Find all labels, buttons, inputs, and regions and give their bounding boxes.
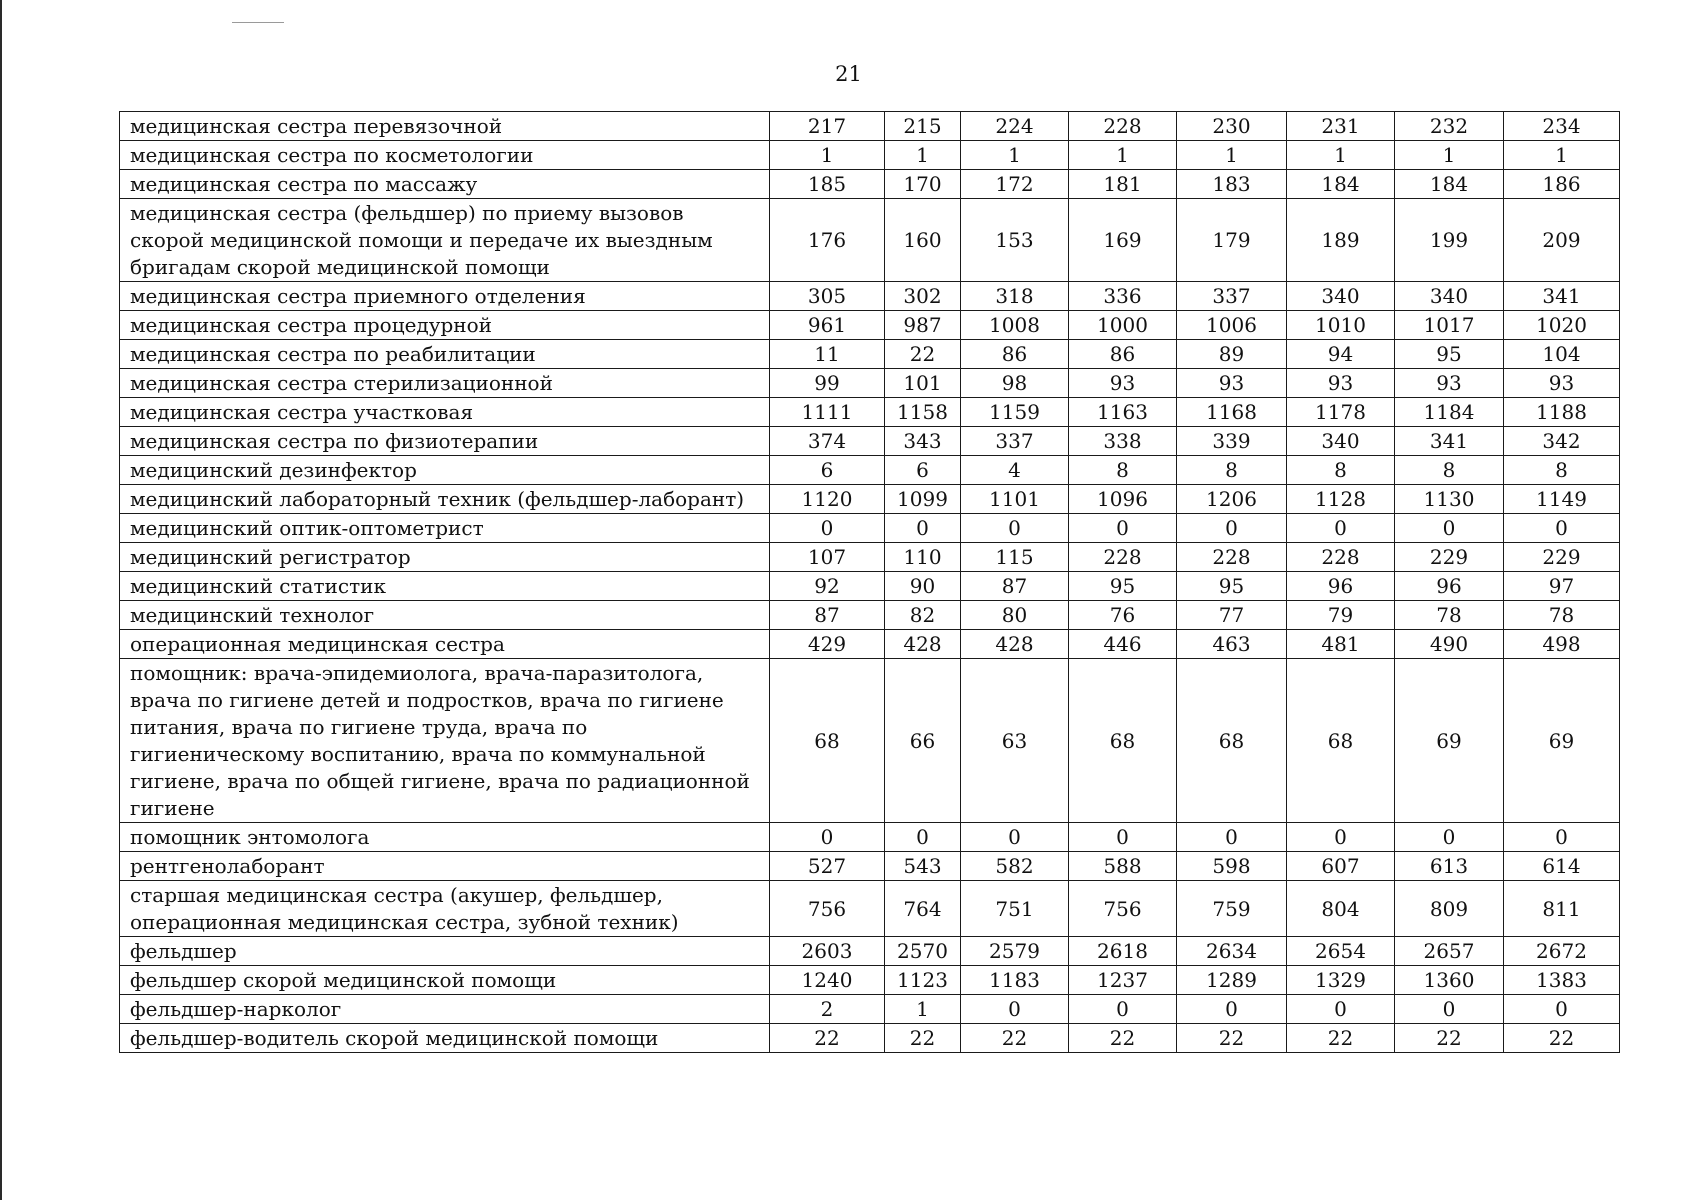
table-row <box>120 141 1620 170</box>
value-cell: 1010 <box>1287 311 1395 340</box>
value-cell: 1 <box>770 141 885 170</box>
value-cell: 0 <box>1069 823 1177 852</box>
value-cell: 1289 <box>1177 966 1287 995</box>
position-name-cell: медицинская сестра приемного отделения <box>120 282 770 311</box>
value-cell: 110 <box>885 543 961 572</box>
value-cell: 446 <box>1069 630 1177 659</box>
value-cell: 1 <box>885 141 961 170</box>
value-cell: 1 <box>1069 141 1177 170</box>
value-cell: 751 <box>961 881 1069 937</box>
value-cell: 86 <box>1069 340 1177 369</box>
value-cell: 229 <box>1504 543 1620 572</box>
value-cell: 6 <box>770 456 885 485</box>
value-cell: 809 <box>1395 881 1504 937</box>
table-row <box>120 543 1620 572</box>
value-cell: 0 <box>1504 514 1620 543</box>
value-cell: 1183 <box>961 966 1069 995</box>
value-cell: 68 <box>1177 659 1287 823</box>
value-cell: 490 <box>1395 630 1504 659</box>
table-row <box>120 823 1620 852</box>
table-row <box>120 966 1620 995</box>
value-cell: 2672 <box>1504 937 1620 966</box>
value-cell: 598 <box>1177 852 1287 881</box>
position-name-cell: рентгенолаборант <box>120 852 770 881</box>
value-cell: 8 <box>1395 456 1504 485</box>
value-cell: 1184 <box>1395 398 1504 427</box>
position-name-cell: медицинский оптик-оптометрист <box>120 514 770 543</box>
value-cell: 1 <box>961 141 1069 170</box>
value-cell: 1159 <box>961 398 1069 427</box>
scan-mark <box>232 22 284 23</box>
value-cell: 305 <box>770 282 885 311</box>
value-cell: 759 <box>1177 881 1287 937</box>
value-cell: 1149 <box>1504 485 1620 514</box>
position-name-cell: фельдшер-водитель скорой медицинской помощи <box>120 1024 770 1053</box>
value-cell: 186 <box>1504 170 1620 199</box>
value-cell: 0 <box>1069 995 1177 1024</box>
value-cell: 95 <box>1395 340 1504 369</box>
value-cell: 613 <box>1395 852 1504 881</box>
value-cell: 22 <box>1504 1024 1620 1053</box>
value-cell: 99 <box>770 369 885 398</box>
value-cell: 80 <box>961 601 1069 630</box>
value-cell: 0 <box>961 514 1069 543</box>
table-row <box>120 601 1620 630</box>
value-cell: 228 <box>1177 543 1287 572</box>
value-cell: 0 <box>1177 514 1287 543</box>
value-cell: 0 <box>961 823 1069 852</box>
value-cell: 22 <box>961 1024 1069 1053</box>
table-row <box>120 572 1620 601</box>
value-cell: 87 <box>961 572 1069 601</box>
value-cell: 231 <box>1287 112 1395 141</box>
value-cell: 68 <box>770 659 885 823</box>
staff-table-body <box>120 112 1620 1053</box>
value-cell: 337 <box>1177 282 1287 311</box>
position-name-cell: операционная медицинская сестра <box>120 630 770 659</box>
value-cell: 90 <box>885 572 961 601</box>
position-name-cell: медицинская сестра участковая <box>120 398 770 427</box>
value-cell: 0 <box>885 514 961 543</box>
value-cell: 115 <box>961 543 1069 572</box>
value-cell: 2634 <box>1177 937 1287 966</box>
value-cell: 588 <box>1069 852 1177 881</box>
value-cell: 764 <box>885 881 961 937</box>
value-cell: 8 <box>1504 456 1620 485</box>
value-cell: 199 <box>1395 199 1504 282</box>
value-cell: 607 <box>1287 852 1395 881</box>
value-cell: 228 <box>1069 112 1177 141</box>
value-cell: 614 <box>1504 852 1620 881</box>
value-cell: 22 <box>885 1024 961 1053</box>
value-cell: 22 <box>1287 1024 1395 1053</box>
value-cell: 93 <box>1177 369 1287 398</box>
value-cell: 0 <box>1395 514 1504 543</box>
value-cell: 543 <box>885 852 961 881</box>
value-cell: 0 <box>1177 823 1287 852</box>
value-cell: 8 <box>1177 456 1287 485</box>
value-cell: 189 <box>1287 199 1395 282</box>
table-row <box>120 514 1620 543</box>
value-cell: 160 <box>885 199 961 282</box>
value-cell: 6 <box>885 456 961 485</box>
value-cell: 1006 <box>1177 311 1287 340</box>
position-name-cell: медицинская сестра процедурной <box>120 311 770 340</box>
value-cell: 229 <box>1395 543 1504 572</box>
value-cell: 318 <box>961 282 1069 311</box>
value-cell: 69 <box>1395 659 1504 823</box>
value-cell: 2654 <box>1287 937 1395 966</box>
table-row <box>120 659 1620 823</box>
position-name-cell: медицинский дезинфектор <box>120 456 770 485</box>
table-row <box>120 456 1620 485</box>
value-cell: 69 <box>1504 659 1620 823</box>
value-cell: 68 <box>1069 659 1177 823</box>
value-cell: 8 <box>1287 456 1395 485</box>
value-cell: 78 <box>1504 601 1620 630</box>
value-cell: 1240 <box>770 966 885 995</box>
value-cell: 170 <box>885 170 961 199</box>
value-cell: 340 <box>1395 282 1504 311</box>
scan-left-edge <box>0 0 2 1200</box>
value-cell: 209 <box>1504 199 1620 282</box>
position-name-cell: медицинская сестра по физиотерапии <box>120 427 770 456</box>
value-cell: 1188 <box>1504 398 1620 427</box>
value-cell: 1360 <box>1395 966 1504 995</box>
value-cell: 1017 <box>1395 311 1504 340</box>
value-cell: 22 <box>1177 1024 1287 1053</box>
value-cell: 756 <box>1069 881 1177 937</box>
value-cell: 1008 <box>961 311 1069 340</box>
value-cell: 336 <box>1069 282 1177 311</box>
value-cell: 1158 <box>885 398 961 427</box>
table-row <box>120 369 1620 398</box>
value-cell: 228 <box>1069 543 1177 572</box>
value-cell: 169 <box>1069 199 1177 282</box>
value-cell: 0 <box>1504 823 1620 852</box>
table-row <box>120 852 1620 881</box>
table-row <box>120 282 1620 311</box>
position-name-cell: медицинская сестра по массажу <box>120 170 770 199</box>
value-cell: 181 <box>1069 170 1177 199</box>
value-cell: 337 <box>961 427 1069 456</box>
value-cell: 1163 <box>1069 398 1177 427</box>
table-row <box>120 340 1620 369</box>
value-cell: 93 <box>1504 369 1620 398</box>
value-cell: 63 <box>961 659 1069 823</box>
table-row <box>120 630 1620 659</box>
value-cell: 11 <box>770 340 885 369</box>
value-cell: 89 <box>1177 340 1287 369</box>
value-cell: 101 <box>885 369 961 398</box>
value-cell: 428 <box>961 630 1069 659</box>
value-cell: 498 <box>1504 630 1620 659</box>
table-row <box>120 112 1620 141</box>
value-cell: 184 <box>1395 170 1504 199</box>
position-name-cell: старшая медицинская сестра (акушер, фельдшер, операционная медицинская сестра, зубной техник) <box>120 881 770 937</box>
value-cell: 1 <box>885 995 961 1024</box>
position-name-cell: фельдшер-нарколог <box>120 995 770 1024</box>
value-cell: 341 <box>1395 427 1504 456</box>
value-cell: 183 <box>1177 170 1287 199</box>
position-name-cell: фельдшер <box>120 937 770 966</box>
position-name-cell: медицинский лабораторный техник (фельдшер-лаборант) <box>120 485 770 514</box>
value-cell: 98 <box>961 369 1069 398</box>
value-cell: 961 <box>770 311 885 340</box>
value-cell: 481 <box>1287 630 1395 659</box>
value-cell: 1 <box>1287 141 1395 170</box>
value-cell: 230 <box>1177 112 1287 141</box>
value-cell: 1237 <box>1069 966 1177 995</box>
value-cell: 0 <box>770 514 885 543</box>
value-cell: 176 <box>770 199 885 282</box>
value-cell: 1101 <box>961 485 1069 514</box>
value-cell: 94 <box>1287 340 1395 369</box>
position-name-cell: медицинский статистик <box>120 572 770 601</box>
value-cell: 1329 <box>1287 966 1395 995</box>
value-cell: 228 <box>1287 543 1395 572</box>
staff-table <box>119 111 1620 1053</box>
value-cell: 1 <box>1177 141 1287 170</box>
value-cell: 95 <box>1069 572 1177 601</box>
table-row <box>120 170 1620 199</box>
value-cell: 2579 <box>961 937 1069 966</box>
value-cell: 96 <box>1395 572 1504 601</box>
value-cell: 987 <box>885 311 961 340</box>
position-name-cell: медицинская сестра по реабилитации <box>120 340 770 369</box>
value-cell: 342 <box>1504 427 1620 456</box>
value-cell: 77 <box>1177 601 1287 630</box>
position-name-cell: медицинский технолог <box>120 601 770 630</box>
value-cell: 8 <box>1069 456 1177 485</box>
value-cell: 2618 <box>1069 937 1177 966</box>
value-cell: 302 <box>885 282 961 311</box>
value-cell: 804 <box>1287 881 1395 937</box>
value-cell: 22 <box>770 1024 885 1053</box>
value-cell: 0 <box>1287 823 1395 852</box>
value-cell: 1178 <box>1287 398 1395 427</box>
value-cell: 172 <box>961 170 1069 199</box>
value-cell: 1128 <box>1287 485 1395 514</box>
value-cell: 429 <box>770 630 885 659</box>
value-cell: 68 <box>1287 659 1395 823</box>
value-cell: 0 <box>1395 823 1504 852</box>
value-cell: 93 <box>1069 369 1177 398</box>
value-cell: 338 <box>1069 427 1177 456</box>
value-cell: 96 <box>1287 572 1395 601</box>
value-cell: 0 <box>1287 995 1395 1024</box>
value-cell: 582 <box>961 852 1069 881</box>
value-cell: 339 <box>1177 427 1287 456</box>
value-cell: 76 <box>1069 601 1177 630</box>
value-cell: 1 <box>1395 141 1504 170</box>
value-cell: 107 <box>770 543 885 572</box>
value-cell: 232 <box>1395 112 1504 141</box>
value-cell: 463 <box>1177 630 1287 659</box>
position-name-cell: медицинский регистратор <box>120 543 770 572</box>
value-cell: 78 <box>1395 601 1504 630</box>
value-cell: 97 <box>1504 572 1620 601</box>
value-cell: 2603 <box>770 937 885 966</box>
value-cell: 2657 <box>1395 937 1504 966</box>
value-cell: 2570 <box>885 937 961 966</box>
value-cell: 95 <box>1177 572 1287 601</box>
position-name-cell: помощник: врача-эпидемиолога, врача-паразитолога, врача по гигиене детей и подростков, врача по гигиене питания, врача по гигиене труда, врача по гигиеническому воспитанию, врача по коммунальной гигиене, врача по общей гигиене, врача по радиационной гигиене <box>120 659 770 823</box>
value-cell: 1206 <box>1177 485 1287 514</box>
position-name-cell: медицинская сестра стерилизационной <box>120 369 770 398</box>
value-cell: 224 <box>961 112 1069 141</box>
value-cell: 428 <box>885 630 961 659</box>
table-row <box>120 485 1620 514</box>
value-cell: 1383 <box>1504 966 1620 995</box>
value-cell: 340 <box>1287 427 1395 456</box>
table-row <box>120 398 1620 427</box>
value-cell: 234 <box>1504 112 1620 141</box>
value-cell: 756 <box>770 881 885 937</box>
table-row <box>120 881 1620 937</box>
value-cell: 811 <box>1504 881 1620 937</box>
value-cell: 104 <box>1504 340 1620 369</box>
value-cell: 217 <box>770 112 885 141</box>
value-cell: 0 <box>1287 514 1395 543</box>
value-cell: 1020 <box>1504 311 1620 340</box>
value-cell: 1111 <box>770 398 885 427</box>
table-row <box>120 427 1620 456</box>
value-cell: 1 <box>1504 141 1620 170</box>
value-cell: 86 <box>961 340 1069 369</box>
position-name-cell: помощник энтомолога <box>120 823 770 852</box>
value-cell: 0 <box>1395 995 1504 1024</box>
table-row <box>120 995 1620 1024</box>
value-cell: 87 <box>770 601 885 630</box>
page-number: 21 <box>835 62 862 86</box>
table-row <box>120 311 1620 340</box>
position-name-cell: медицинская сестра перевязочной <box>120 112 770 141</box>
position-name-cell: медицинская сестра по косметологии <box>120 141 770 170</box>
position-name-cell: фельдшер скорой медицинской помощи <box>120 966 770 995</box>
value-cell: 0 <box>1069 514 1177 543</box>
value-cell: 341 <box>1504 282 1620 311</box>
value-cell: 374 <box>770 427 885 456</box>
table-row <box>120 1024 1620 1053</box>
value-cell: 1096 <box>1069 485 1177 514</box>
value-cell: 1000 <box>1069 311 1177 340</box>
value-cell: 93 <box>1395 369 1504 398</box>
value-cell: 1168 <box>1177 398 1287 427</box>
position-name-cell: медицинская сестра (фельдшер) по приему вызовов скорой медицинской помощи и передаче их выездным бригадам скорой медицинской помощи <box>120 199 770 282</box>
value-cell: 82 <box>885 601 961 630</box>
value-cell: 1099 <box>885 485 961 514</box>
value-cell: 1123 <box>885 966 961 995</box>
value-cell: 0 <box>885 823 961 852</box>
value-cell: 184 <box>1287 170 1395 199</box>
value-cell: 1120 <box>770 485 885 514</box>
value-cell: 0 <box>961 995 1069 1024</box>
value-cell: 153 <box>961 199 1069 282</box>
value-cell: 22 <box>885 340 961 369</box>
table-row <box>120 199 1620 282</box>
value-cell: 0 <box>1177 995 1287 1024</box>
value-cell: 340 <box>1287 282 1395 311</box>
value-cell: 66 <box>885 659 961 823</box>
value-cell: 2 <box>770 995 885 1024</box>
value-cell: 92 <box>770 572 885 601</box>
value-cell: 79 <box>1287 601 1395 630</box>
value-cell: 0 <box>770 823 885 852</box>
value-cell: 179 <box>1177 199 1287 282</box>
value-cell: 0 <box>1504 995 1620 1024</box>
value-cell: 215 <box>885 112 961 141</box>
value-cell: 343 <box>885 427 961 456</box>
table-row <box>120 937 1620 966</box>
value-cell: 185 <box>770 170 885 199</box>
value-cell: 1130 <box>1395 485 1504 514</box>
value-cell: 22 <box>1395 1024 1504 1053</box>
value-cell: 527 <box>770 852 885 881</box>
value-cell: 93 <box>1287 369 1395 398</box>
value-cell: 22 <box>1069 1024 1177 1053</box>
value-cell: 4 <box>961 456 1069 485</box>
